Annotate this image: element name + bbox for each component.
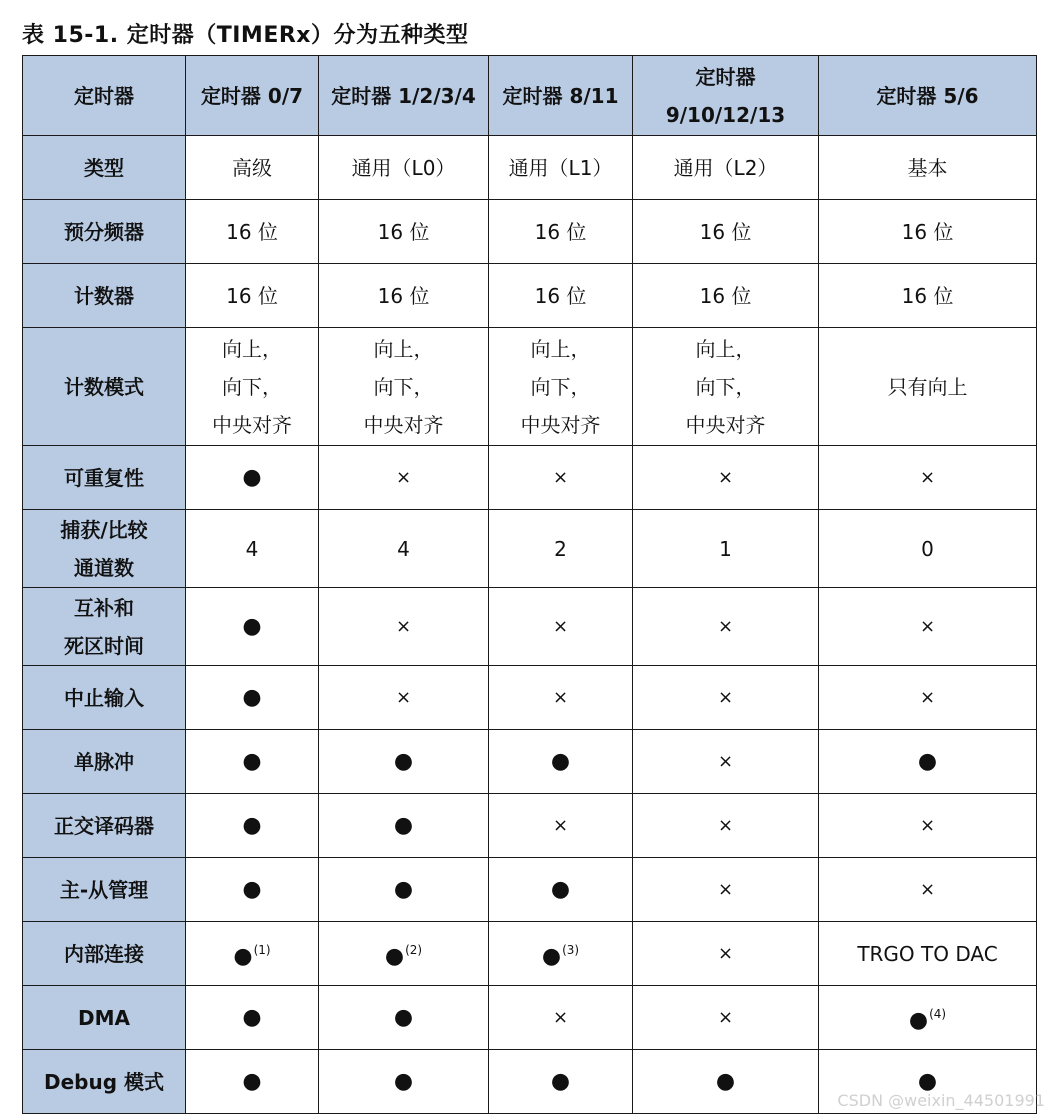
table-cell [819, 666, 1037, 730]
table-cell [633, 136, 819, 200]
cell-text [493, 277, 628, 315]
supported-dot-icon [323, 807, 484, 845]
cell-value: ● [550, 748, 571, 774]
row-label-text: 互补和 [74, 595, 134, 620]
supported-dot-icon [190, 459, 314, 497]
unsupported-cross-icon [823, 871, 1032, 909]
table-cell [489, 264, 633, 328]
row-label [23, 200, 186, 264]
table-body [23, 136, 1037, 1114]
cell-value: 16 位 [901, 219, 954, 244]
cell-text [190, 530, 314, 568]
row-label [23, 858, 186, 922]
supported-dot-icon [493, 743, 628, 781]
cell-value: × [717, 814, 734, 836]
unsupported-cross-icon [493, 999, 628, 1037]
cell-value: ● [715, 1068, 736, 1094]
cell-text [637, 149, 814, 187]
cell-text [493, 530, 628, 568]
table-header-row [23, 56, 1037, 136]
cell-text [493, 406, 628, 444]
cell-value: ● [242, 748, 262, 774]
header-text: 定时器 8/11 [502, 83, 619, 108]
table-cell [489, 588, 633, 666]
header-text: 9/10/12/13 [665, 102, 786, 127]
table-cell [186, 1050, 319, 1114]
cell-value: 向上， [373, 336, 434, 361]
row-label-text: 正交译码器 [54, 813, 154, 838]
cell-value: × [395, 686, 412, 708]
cell-value: 通用（L1） [508, 155, 613, 180]
cell-value: × [717, 466, 734, 488]
cell-value: ● [917, 748, 938, 774]
table-cell [633, 328, 819, 446]
table-row [23, 510, 1037, 588]
table-cell [186, 588, 319, 666]
table-cell [319, 1050, 489, 1114]
row-label [23, 666, 186, 730]
supported-dot-icon [823, 743, 1032, 781]
table-cell [819, 730, 1037, 794]
unsupported-cross-icon [637, 807, 814, 845]
cell-value: × [717, 686, 734, 708]
table-cell [186, 510, 319, 588]
cell-value: 4 [397, 536, 410, 561]
header-column-3 [489, 56, 633, 136]
cell-text [323, 530, 484, 568]
table-cell [819, 264, 1037, 328]
supported-dot-icon [493, 931, 628, 976]
cell-value: ● [242, 876, 262, 902]
cell-value: × [395, 466, 412, 488]
table-cell [319, 200, 489, 264]
cell-value: × [552, 814, 569, 836]
table-cell [489, 666, 633, 730]
table-cell [319, 666, 489, 730]
cell-value: ● [393, 1068, 414, 1094]
row-label-text: 计数模式 [64, 374, 144, 399]
cell-value: ● [393, 812, 414, 838]
unsupported-cross-icon [637, 459, 814, 497]
table-cell [186, 858, 319, 922]
table-cell [819, 510, 1037, 588]
row-label-text: 单脉冲 [74, 749, 134, 774]
table-cell [489, 1050, 633, 1114]
row-label-text: 捕获/比较 [60, 517, 148, 542]
table-cell [633, 794, 819, 858]
footnote-marker: (1) [253, 943, 271, 957]
header-column-4 [633, 56, 819, 136]
table-cell [319, 446, 489, 510]
footnote-marker: (4) [929, 1007, 947, 1021]
cell-text [323, 330, 484, 368]
cell-text [823, 530, 1032, 568]
cell-value: ● [908, 1008, 929, 1033]
cell-value: 向下， [530, 374, 591, 399]
table-cell [186, 666, 319, 730]
cell-text [493, 149, 628, 187]
cell-value: 向下， [222, 374, 282, 399]
table-cell [319, 922, 489, 986]
cell-value: 通用（L2） [673, 155, 778, 180]
cell-value: × [919, 878, 936, 900]
cell-value: 向上， [695, 336, 756, 361]
table-cell [633, 1050, 819, 1114]
table-cell [186, 446, 319, 510]
cell-value: ● [242, 1068, 262, 1094]
cell-value: × [919, 615, 936, 637]
cell-value: × [552, 466, 569, 488]
cell-value: × [717, 878, 734, 900]
table-cell [319, 328, 489, 446]
table-row [23, 922, 1037, 986]
cell-value: 16 位 [226, 283, 278, 308]
cell-value: × [717, 615, 734, 637]
cell-text [190, 277, 314, 315]
cell-text [637, 330, 814, 368]
supported-dot-icon [493, 1063, 628, 1101]
cell-value: 中央对齐 [520, 412, 601, 437]
table-cell [319, 264, 489, 328]
cell-value: ● [242, 464, 262, 490]
unsupported-cross-icon [637, 935, 814, 973]
cell-value: 通用（L0） [351, 155, 456, 180]
cell-value: ● [393, 748, 414, 774]
table-cell [186, 264, 319, 328]
table-cell [319, 730, 489, 794]
row-label [23, 922, 186, 986]
header-text: 定时器 5/6 [876, 83, 979, 108]
unsupported-cross-icon [493, 679, 628, 717]
cell-value: ● [550, 876, 571, 902]
cell-value: 中央对齐 [212, 412, 292, 437]
supported-dot-icon [323, 871, 484, 909]
cell-value: 16 位 [699, 283, 752, 308]
cell-value: ● [242, 613, 262, 639]
table-cell [489, 510, 633, 588]
table-cell [489, 922, 633, 986]
cell-text [190, 368, 314, 406]
table-cell [633, 588, 819, 666]
unsupported-cross-icon [493, 807, 628, 845]
unsupported-cross-icon [823, 679, 1032, 717]
supported-dot-icon [190, 743, 314, 781]
table-cell [319, 588, 489, 666]
table-row [23, 666, 1037, 730]
table-cell [819, 922, 1037, 986]
cell-value: ● [917, 1068, 938, 1094]
cell-value: ● [384, 944, 405, 969]
row-label-text: 中止输入 [64, 685, 144, 710]
table-cell [319, 858, 489, 922]
row-label [23, 264, 186, 328]
cell-value: ● [393, 876, 414, 902]
table-cell [319, 510, 489, 588]
cell-value: 基本 [907, 155, 948, 180]
supported-dot-icon [493, 871, 628, 909]
cell-value: ● [393, 1004, 414, 1030]
header-text: 定时器 1/2/3/4 [331, 83, 476, 108]
cell-text [637, 530, 814, 568]
cell-value: ● [242, 1004, 262, 1030]
table-cell [186, 200, 319, 264]
table-cell [819, 986, 1037, 1050]
cell-value: 只有向上 [887, 374, 968, 399]
table-cell [633, 264, 819, 328]
table-row [23, 588, 1037, 666]
row-label-text: 可重复性 [64, 465, 144, 490]
cell-value: ● [550, 1068, 571, 1094]
cell-value: × [552, 686, 569, 708]
cell-value: × [717, 942, 734, 964]
cell-value: 中央对齐 [685, 412, 766, 437]
unsupported-cross-icon [493, 459, 628, 497]
table-cell [633, 446, 819, 510]
cell-value: 1 [719, 536, 732, 561]
unsupported-cross-icon [637, 608, 814, 646]
cell-text [823, 277, 1032, 315]
cell-text [190, 406, 314, 444]
table-row [23, 136, 1037, 200]
table-row [23, 264, 1037, 328]
cell-value: × [919, 466, 936, 488]
table-cell [819, 794, 1037, 858]
table-cell [319, 986, 489, 1050]
cell-value: ● [233, 944, 253, 969]
table-cell [186, 136, 319, 200]
cell-value: 向下， [695, 374, 756, 399]
cell-value: 向上， [222, 336, 282, 361]
header-column-1 [186, 56, 319, 136]
cell-text [823, 149, 1032, 187]
footnote-marker: (2) [405, 943, 423, 957]
table-cell [489, 730, 633, 794]
supported-dot-icon [323, 931, 484, 976]
table-cell [819, 858, 1037, 922]
cell-value: × [552, 615, 569, 637]
cell-value: 16 位 [226, 219, 278, 244]
table-cell [819, 136, 1037, 200]
table-cell [819, 446, 1037, 510]
table-cell [489, 858, 633, 922]
table-cell [489, 136, 633, 200]
cell-value: × [552, 1006, 569, 1028]
table-cell [489, 328, 633, 446]
table-caption: 表 15-1. 定时器（TIMERx）分为五种类型 [22, 23, 469, 48]
unsupported-cross-icon [637, 999, 814, 1037]
cell-value: × [919, 814, 936, 836]
table-cell [489, 794, 633, 858]
cell-value: 向下， [373, 374, 434, 399]
cell-text [323, 368, 484, 406]
table-cell [633, 510, 819, 588]
table-cell [319, 794, 489, 858]
cell-text [323, 149, 484, 187]
row-label-text: 计数器 [74, 283, 134, 308]
supported-dot-icon [323, 743, 484, 781]
cell-value: ● [242, 812, 262, 838]
header-text: 定时器 0/7 [200, 83, 304, 108]
cell-text [637, 368, 814, 406]
table-row [23, 730, 1037, 794]
row-label [23, 730, 186, 794]
table-cell [186, 986, 319, 1050]
table-row [23, 986, 1037, 1050]
table-row [23, 858, 1037, 922]
cell-value: TRGO TO DAC [857, 941, 998, 966]
unsupported-cross-icon [637, 871, 814, 909]
table-cell [819, 328, 1037, 446]
row-label [23, 446, 186, 510]
cell-text [493, 368, 628, 406]
unsupported-cross-icon [323, 608, 484, 646]
table-row [23, 446, 1037, 510]
supported-dot-icon [823, 995, 1032, 1040]
cell-text [323, 406, 484, 444]
unsupported-cross-icon [323, 679, 484, 717]
table-cell [186, 328, 319, 446]
unsupported-cross-icon [823, 807, 1032, 845]
table-cell [186, 794, 319, 858]
header-text: 定时器 [695, 64, 756, 89]
row-label-text: Debug 模式 [44, 1069, 164, 1094]
cell-value: × [919, 686, 936, 708]
cell-text [637, 213, 814, 251]
table-cell [633, 922, 819, 986]
cell-text [190, 330, 314, 368]
unsupported-cross-icon [823, 608, 1032, 646]
table-cell [489, 986, 633, 1050]
supported-dot-icon [190, 679, 314, 717]
table-row [23, 200, 1037, 264]
row-label-text: 预分频器 [64, 219, 144, 244]
table-cell [633, 666, 819, 730]
unsupported-cross-icon [637, 743, 814, 781]
timer-types-table [22, 55, 1037, 1114]
unsupported-cross-icon [823, 459, 1032, 497]
header-column-2 [319, 56, 489, 136]
row-label [23, 794, 186, 858]
cell-value: ● [541, 944, 562, 969]
row-label [23, 136, 186, 200]
table-cell [633, 986, 819, 1050]
table-cell [633, 200, 819, 264]
cell-text [190, 149, 314, 187]
table-row [23, 794, 1037, 858]
footnote-marker: (3) [562, 943, 580, 957]
table-cell [819, 588, 1037, 666]
table-cell [489, 200, 633, 264]
cell-value: 高级 [232, 155, 272, 180]
supported-dot-icon [637, 1063, 814, 1101]
cell-value: 4 [245, 536, 259, 561]
table-cell [186, 922, 319, 986]
header-column-5 [819, 56, 1037, 136]
row-label-text: 主-从管理 [59, 877, 149, 902]
supported-dot-icon [190, 608, 314, 646]
row-label-text: 内部连接 [64, 941, 144, 966]
cell-text [637, 406, 814, 444]
supported-dot-icon [190, 871, 314, 909]
row-label-text: 死区时间 [64, 633, 144, 658]
supported-dot-icon [323, 999, 484, 1037]
cell-text [323, 277, 484, 315]
row-label-text: 类型 [84, 155, 124, 180]
cell-value: × [717, 750, 734, 772]
cell-value: 16 位 [699, 219, 752, 244]
unsupported-cross-icon [637, 679, 814, 717]
table-cell [319, 136, 489, 200]
cell-value: 16 位 [534, 219, 587, 244]
table-cell [819, 200, 1037, 264]
row-label [23, 588, 186, 666]
row-label [23, 328, 186, 446]
supported-dot-icon [323, 1063, 484, 1101]
cell-value: 2 [554, 536, 567, 561]
supported-dot-icon [190, 931, 314, 976]
table-cell [633, 730, 819, 794]
cell-text [493, 213, 628, 251]
cell-value: 中央对齐 [363, 412, 444, 437]
cell-value: ● [242, 684, 262, 710]
row-label-text: 通道数 [74, 555, 134, 580]
cell-text [493, 330, 628, 368]
table-cell [186, 730, 319, 794]
cell-value: 16 位 [901, 283, 954, 308]
cell-value: 16 位 [377, 219, 430, 244]
unsupported-cross-icon [323, 459, 484, 497]
table-cell [633, 858, 819, 922]
supported-dot-icon [190, 999, 314, 1037]
watermark: CSDN @weixin_44501991 [837, 1091, 1045, 1110]
cell-value: 向上， [530, 336, 591, 361]
table-row [23, 328, 1037, 446]
cell-text [823, 213, 1032, 251]
cell-text [190, 213, 314, 251]
cell-text [637, 277, 814, 315]
header-corner: 定时器 [23, 56, 186, 136]
cell-text [823, 368, 1032, 406]
cell-value: 16 位 [377, 283, 430, 308]
row-label [23, 1050, 186, 1114]
cell-value: 16 位 [534, 283, 587, 308]
cell-value: × [395, 615, 412, 637]
cell-value: 0 [921, 536, 934, 561]
table-cell [489, 446, 633, 510]
cell-text [823, 935, 1032, 973]
row-label [23, 510, 186, 588]
row-label [23, 986, 186, 1050]
row-label-text: DMA [78, 1005, 130, 1030]
supported-dot-icon [190, 807, 314, 845]
unsupported-cross-icon [493, 608, 628, 646]
cell-text [323, 213, 484, 251]
supported-dot-icon [190, 1063, 314, 1101]
cell-value: × [717, 1006, 734, 1028]
